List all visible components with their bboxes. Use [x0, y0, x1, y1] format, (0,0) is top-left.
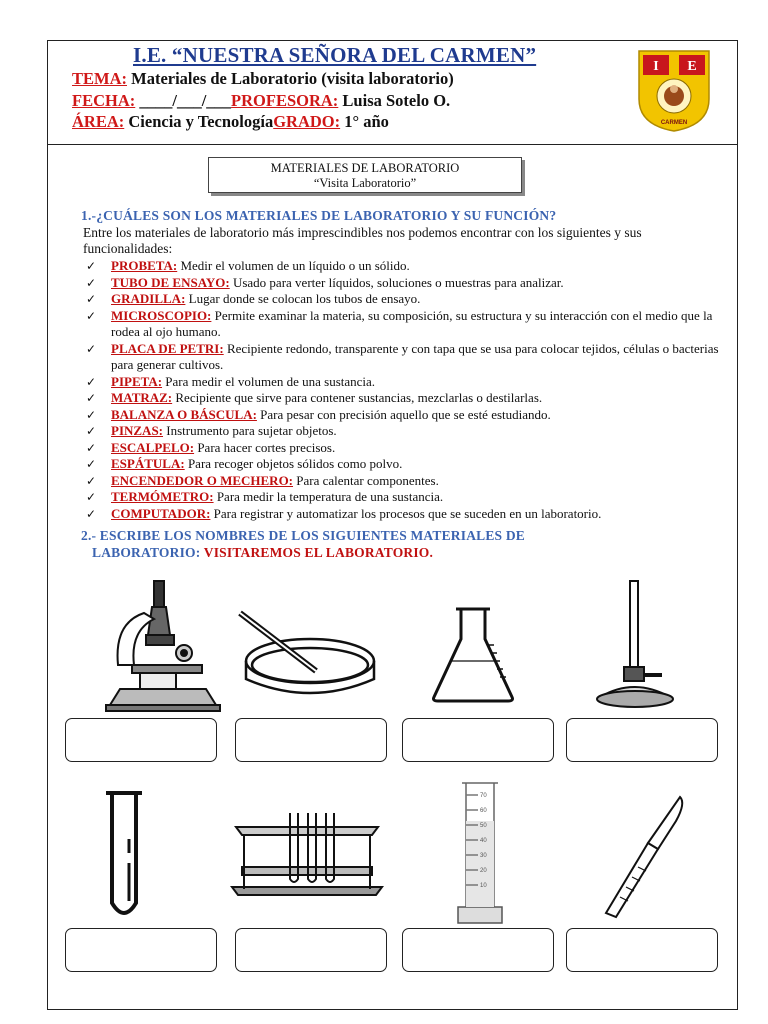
graduated-cylinder-icon	[456, 781, 504, 927]
grado-label: GRADO:	[273, 112, 341, 131]
question-2-line-1: 2.- ESCRIBE LOS NOMBRES DE LOS SIGUIENTES MATERIALES DE	[81, 528, 525, 543]
area-value: Ciencia y Tecnología	[124, 112, 274, 131]
cylinder-mark-50: 50	[480, 823, 487, 829]
material-term: MICROSCOPIO:	[111, 307, 212, 323]
material-description: Permite examinar la materia, su composición, su estructura y su interacción con el medio que la rodea al ojo humano.	[111, 307, 713, 339]
material-term: BALANZA O BÁSCULA:	[111, 406, 257, 422]
list-item	[83, 374, 733, 391]
material-description: Usado para verter líquidos, soluciones o muestras para analizar.	[229, 274, 564, 290]
checkmark-icon: ✓	[86, 374, 97, 389]
cylinder-mark-10: 10	[480, 883, 487, 889]
cylinder-mark-60: 60	[480, 808, 487, 814]
cylinder-mark-20: 20	[480, 868, 487, 874]
material-description: Recipiente que sirve para contener sustancias, mezclarlas o destilarlas.	[172, 390, 543, 405]
scalpel-icon	[596, 793, 688, 919]
list-item	[83, 341, 733, 374]
material-term: PLACA DE PETRI:	[111, 340, 224, 356]
material-description: Para hacer cortes precisos.	[194, 439, 336, 455]
tema-value: Materiales de Laboratorio (visita laboratorio)	[131, 69, 454, 88]
list-item	[83, 407, 733, 424]
material-term: COMPUTADOR:	[111, 505, 211, 521]
answer-box-4[interactable]	[566, 718, 718, 762]
list-item	[83, 291, 733, 308]
answer-box-1[interactable]	[65, 718, 217, 762]
list-item	[83, 308, 733, 341]
material-description: Para medir el volumen de una sustancia.	[162, 373, 376, 389]
answer-box-6[interactable]	[235, 928, 387, 972]
checkmark-icon: ✓	[86, 424, 97, 438]
question-2-line-2	[92, 545, 433, 561]
crest-letter-i: I	[653, 59, 659, 74]
material-term: ENCENDEDOR O MECHERO:	[111, 472, 294, 488]
school-name: I.E. “NUESTRA SEÑORA DEL CARMEN”	[133, 43, 537, 67]
crest-text: CARMEN	[660, 120, 688, 126]
title-line-1: MATERIALES DE LABORATORIO	[270, 161, 460, 175]
school-crest-logo	[637, 49, 711, 133]
material-term: TERMÓMETRO:	[111, 489, 214, 504]
crest-letter-e: E	[687, 59, 697, 74]
fecha-value: ____/___/___	[135, 91, 232, 110]
answer-box-8[interactable]	[566, 928, 718, 972]
material-description: Lugar donde se colocan los tubos de ensayo.	[185, 291, 421, 306]
material-description: Para recoger objetos sólidos como polvo.	[184, 456, 403, 471]
tema-label: TEMA:	[72, 69, 127, 88]
material-description: Para pesar con precisión aquello que se esté estudiando.	[256, 406, 551, 422]
fecha-label: FECHA:	[72, 91, 136, 110]
checkmark-icon: ✓	[86, 292, 97, 306]
material-term: ESPÁTULA:	[111, 456, 185, 471]
microscope-icon	[96, 573, 226, 718]
answer-box-5[interactable]	[65, 928, 217, 972]
list-item	[83, 473, 733, 490]
header	[48, 41, 737, 145]
list-item	[83, 390, 733, 407]
list-item	[83, 489, 733, 506]
material-description: Medir el volumen de un líquido o un sólido.	[177, 258, 410, 273]
checkmark-icon: ✓	[86, 407, 97, 422]
petri-dish-icon	[230, 607, 390, 705]
answer-box-2[interactable]	[235, 718, 387, 762]
checkmark-icon: ✓	[86, 473, 97, 488]
title-box	[208, 157, 522, 193]
list-item	[83, 423, 733, 440]
material-description: Recipiente redondo, transparente y con tapa que se usa para colocar tejidos, células o bacterias para generar cultivos.	[111, 340, 719, 372]
material-term: PROBETA:	[111, 258, 178, 273]
material-term: PIPETA:	[111, 373, 163, 389]
checkmark-icon: ✓	[86, 341, 97, 356]
materials-list	[83, 258, 733, 522]
checkmark-icon: ✓	[86, 490, 97, 504]
question-1-heading: 1.-¿CUÁLES SON LOS MATERIALES DE LABORATORIO Y SU FUNCIÓN?	[81, 208, 557, 223]
grado-value: 1° año	[340, 112, 389, 131]
material-term: GRADILLA:	[111, 291, 186, 306]
material-term: PINZAS:	[111, 423, 164, 438]
material-term: MATRAZ:	[111, 390, 173, 405]
checkmark-icon: ✓	[86, 259, 97, 273]
fecha-line	[72, 91, 450, 111]
list-item	[83, 440, 733, 457]
material-description: Para medir la temperatura de una sustancia.	[213, 489, 444, 504]
checkmark-icon: ✓	[86, 457, 97, 471]
cylinder-mark-30: 30	[480, 853, 487, 859]
profesora-value: Luisa Sotelo O.	[338, 91, 451, 110]
question-2-label: LABORATORIO:	[92, 545, 204, 560]
list-item	[83, 275, 733, 292]
checkmark-icon: ✓	[86, 275, 97, 290]
test-tube-icon	[104, 789, 144, 925]
profesora-label: PROFESORA:	[231, 91, 339, 110]
area-label: ÁREA:	[72, 112, 125, 131]
cylinder-mark-70: 70	[480, 793, 487, 799]
answer-box-3[interactable]	[402, 718, 554, 762]
checkmark-icon: ✓	[86, 506, 97, 521]
material-term: ESCALPELO:	[111, 439, 195, 455]
worksheet	[47, 40, 738, 1010]
bunsen-burner-icon	[590, 577, 690, 717]
test-tube-rack-icon	[228, 811, 386, 901]
checkmark-icon: ✓	[86, 391, 97, 405]
tema-line	[72, 69, 454, 89]
erlenmeyer-flask-icon	[428, 605, 518, 705]
list-item	[83, 456, 733, 473]
question-2-instruction: VISITAREMOS EL LABORATORIO.	[203, 545, 434, 560]
cylinder-mark-40: 40	[480, 838, 487, 844]
title-line-2: “Visita Laboratorio”	[313, 176, 417, 190]
list-item	[83, 258, 733, 275]
list-item	[83, 506, 733, 523]
material-description: Instrumento para sujetar objetos.	[163, 423, 337, 438]
area-line	[72, 112, 389, 132]
material-term: TUBO DE ENSAYO:	[111, 274, 230, 290]
checkmark-icon: ✓	[86, 308, 97, 323]
checkmark-icon: ✓	[86, 440, 97, 455]
question-1-intro: Entre los materiales de laboratorio más imprescindibles nos podemos encontrar con los siguientes y sus funcionalidades:	[83, 225, 642, 256]
material-description: Para registrar y automatizar los procesos que se suceden en un laboratorio.	[210, 505, 602, 521]
material-description: Para calentar componentes.	[293, 472, 439, 488]
answer-box-7[interactable]	[402, 928, 554, 972]
